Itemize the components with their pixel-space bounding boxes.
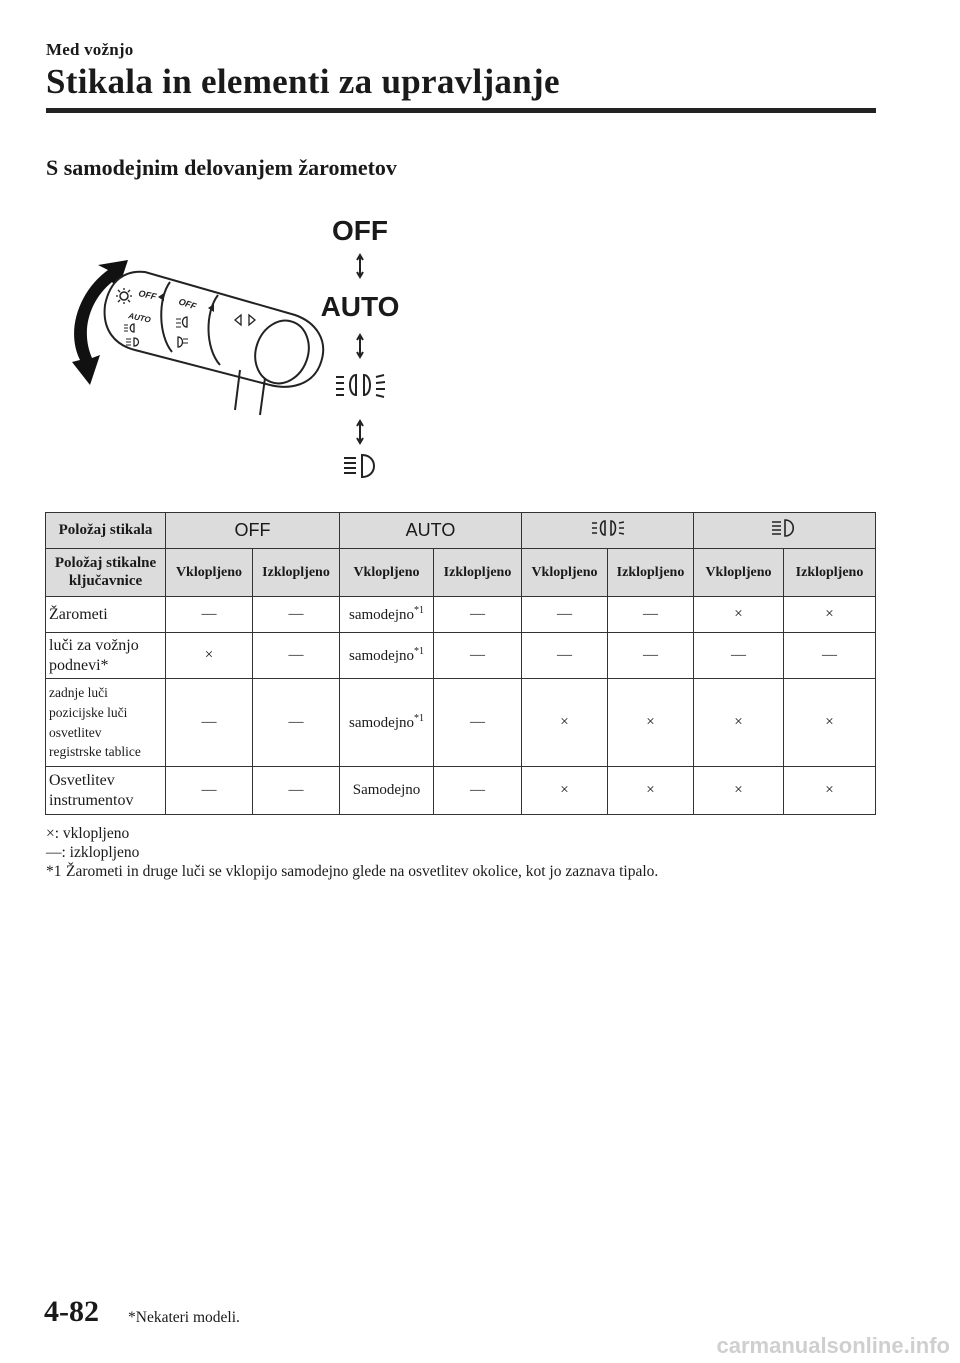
table-cell: — xyxy=(166,767,253,815)
state-cell: Vklopljeno xyxy=(694,549,784,597)
footnote-mark: *1 xyxy=(414,605,424,616)
col-off: OFF xyxy=(166,513,340,549)
table-cell: × xyxy=(694,679,784,767)
col-auto: AUTO xyxy=(340,513,522,549)
table-cell: × xyxy=(608,767,694,815)
table-cell: — xyxy=(784,633,876,679)
subheading: S samodejnim delovanjem žarometov xyxy=(46,155,397,180)
state-cell: Vklopljeno xyxy=(522,549,608,597)
table-cell: × xyxy=(784,597,876,633)
table-cell: × xyxy=(784,679,876,767)
title-rule xyxy=(46,108,876,113)
col-lowbeam xyxy=(522,513,694,549)
row-label: Žarometi xyxy=(46,597,166,633)
page-title: Stikala in elementi za upravljanje xyxy=(46,62,560,101)
table-cell: × xyxy=(608,679,694,767)
page-number: 4-82 xyxy=(44,1295,99,1328)
table-row xyxy=(46,679,876,767)
watermark: carmanualsonline.info xyxy=(716,1333,950,1358)
table-cell: × xyxy=(166,633,253,679)
switch-label-auto: AUTO xyxy=(127,311,152,325)
ignition-label: Položaj stikalne ključavnice xyxy=(46,549,166,597)
double-arrow-3 xyxy=(357,421,363,443)
footnote-text: Žarometi in druge luči se vklopijo samodejno glede na osvetlitev okolice, kot jo zaznava tipalo. xyxy=(66,863,659,880)
state-cell: Izklopljeno xyxy=(608,549,694,597)
position-off-label: OFF xyxy=(332,215,388,246)
table-cell: — xyxy=(608,633,694,679)
position-auto-label: AUTO xyxy=(320,291,400,322)
switch-position-label: Položaj stikala xyxy=(46,513,166,549)
table-cell: × xyxy=(694,767,784,815)
double-arrow-1 xyxy=(357,255,363,277)
lighting-table xyxy=(45,512,876,815)
table-cell xyxy=(340,679,434,767)
switch-lever-drawing xyxy=(50,200,470,490)
row-label-line: pozicijske luči xyxy=(49,704,128,720)
row-label-line: zadnje luči xyxy=(49,685,108,701)
double-arrow-2 xyxy=(357,335,363,357)
table-cell: — xyxy=(522,597,608,633)
headlight-switch-illustration xyxy=(50,200,470,490)
legend-footnote xyxy=(46,862,658,881)
auto-value: samodejno xyxy=(349,607,414,623)
table-cell: — xyxy=(434,767,522,815)
table-cell: × xyxy=(522,767,608,815)
parking-light-icon xyxy=(770,518,800,538)
state-cell: Izklopljeno xyxy=(784,549,876,597)
table-row xyxy=(46,767,876,815)
col-parking xyxy=(694,513,876,549)
row-label-line: osvetlitev xyxy=(49,724,102,740)
position-header-row xyxy=(46,513,876,549)
table-legend xyxy=(46,824,658,881)
table-cell: — xyxy=(253,767,340,815)
footnote-mark: *1 xyxy=(414,713,424,724)
section-label: Med vožnjo xyxy=(46,40,134,59)
parking-light-icon xyxy=(344,455,374,477)
table-row xyxy=(46,633,876,679)
footnote-mark: *1 xyxy=(414,646,424,657)
table-cell: — xyxy=(434,597,522,633)
table-cell: — xyxy=(253,597,340,633)
table-cell: — xyxy=(253,633,340,679)
auto-value: samodejno xyxy=(349,648,414,664)
table-cell: — xyxy=(253,679,340,767)
models-note: *Nekateri modeli. xyxy=(128,1309,240,1326)
ignition-header-row xyxy=(46,549,876,597)
table-cell: × xyxy=(522,679,608,767)
table-cell: Samodejno xyxy=(340,767,434,815)
table-cell: — xyxy=(522,633,608,679)
state-cell: Vklopljeno xyxy=(340,549,434,597)
table-cell: — xyxy=(434,679,522,767)
headlight-low-beam-icon xyxy=(590,518,626,538)
table-row xyxy=(46,597,876,633)
switch-label-off2: OFF xyxy=(177,296,198,312)
row-label xyxy=(46,767,166,815)
legend-on: ×: vklopljeno xyxy=(46,825,130,842)
table-cell xyxy=(340,597,434,633)
table-cell: — xyxy=(166,679,253,767)
row-label-line: Osvetlitev xyxy=(49,772,115,790)
auto-value: samodejno xyxy=(349,715,414,731)
table-cell: — xyxy=(434,633,522,679)
switch-label-off1: OFF xyxy=(137,288,158,302)
state-cell: Izklopljeno xyxy=(434,549,522,597)
row-label-line: instrumentov xyxy=(49,791,134,809)
row-label-line: registrske tablice xyxy=(49,744,141,760)
table-cell: — xyxy=(608,597,694,633)
row-label xyxy=(46,679,166,767)
table-cell: — xyxy=(166,597,253,633)
table-cell: × xyxy=(784,767,876,815)
footnote-number: *1 xyxy=(46,863,62,880)
headlight-low-beam-icon xyxy=(336,375,385,397)
table-cell: — xyxy=(694,633,784,679)
state-cell: Vklopljeno xyxy=(166,549,253,597)
legend-off: —: izklopljeno xyxy=(46,844,140,861)
table-cell xyxy=(340,633,434,679)
table-cell: × xyxy=(694,597,784,633)
row-label: luči za vožnjo podnevi* xyxy=(46,633,166,679)
state-cell: Izklopljeno xyxy=(253,549,340,597)
